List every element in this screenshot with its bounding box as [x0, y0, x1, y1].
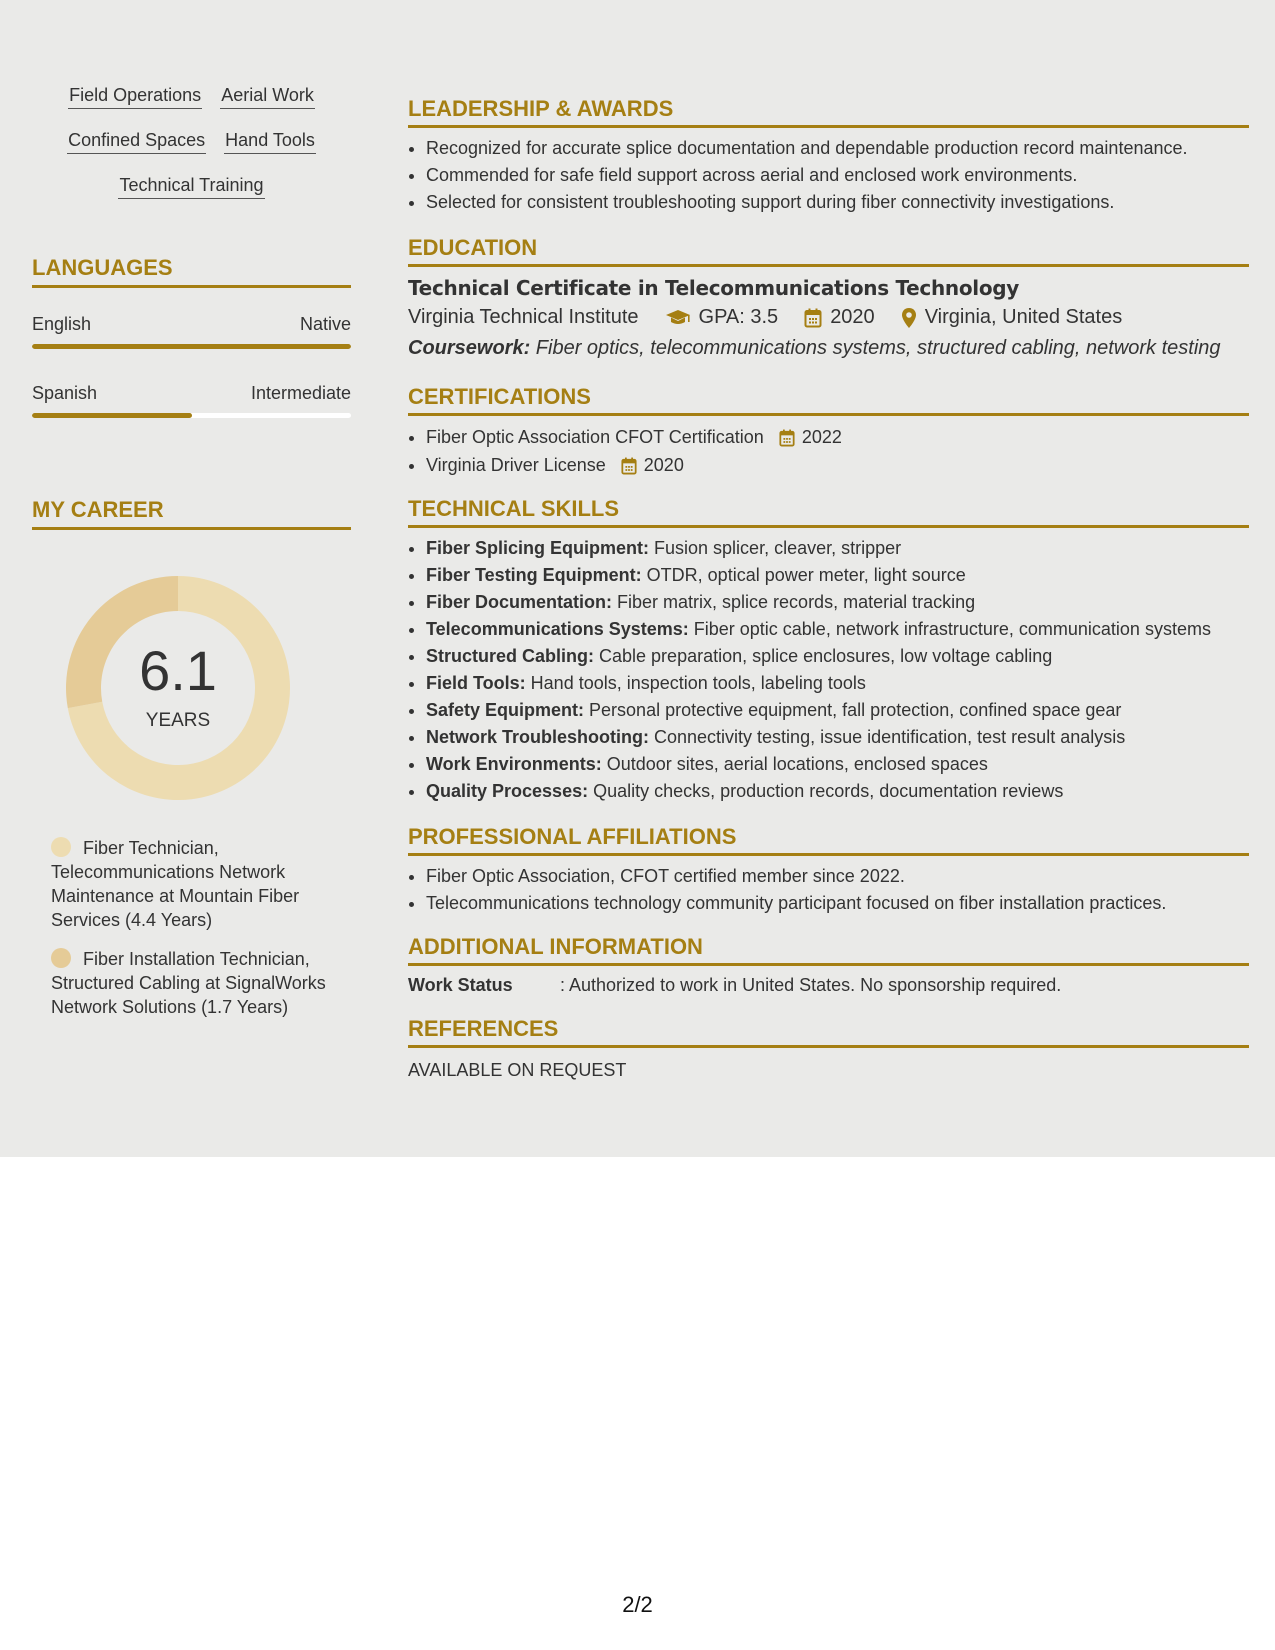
technical-skills-heading: TECHNICAL SKILLS	[408, 496, 1249, 528]
list-item	[426, 697, 1267, 724]
skill-label: Safety Equipment:	[426, 700, 585, 720]
language-bar	[32, 344, 351, 349]
skill-text: Fusion splicer, cleaver, stripper	[649, 538, 902, 558]
certification-year: 2020	[643, 455, 684, 475]
page-number: 2/2	[622, 1592, 653, 1617]
technical-skills-list	[408, 535, 1267, 805]
skill-text: Fiber optic cable, network infrastructure, communication systems	[688, 619, 1211, 639]
list-item	[426, 562, 1267, 589]
career-total-years: 6.1	[139, 639, 217, 702]
skill-tags	[32, 84, 351, 219]
certifications-list	[408, 423, 1267, 479]
career-years-label: YEARS	[145, 710, 211, 731]
career-item-text: Fiber Installation Technician, Structured Cabling at SignalWorks Network Solutions (1.7 Years)	[51, 949, 326, 1017]
skill-label: Fiber Splicing Equipment:	[426, 538, 650, 558]
calendar-icon	[621, 457, 637, 475]
skill-label: Field Tools:	[426, 673, 526, 693]
list-item	[426, 778, 1267, 805]
career-item	[51, 947, 331, 1019]
education-details	[408, 306, 1122, 329]
school-location: Virginia, United States	[924, 306, 1123, 328]
skill-text: OTDR, optical power meter, light source	[641, 565, 966, 585]
coursework-label: Coursework:	[408, 337, 531, 359]
work-status-key: Work Status	[408, 975, 513, 995]
skill-text: Quality checks, production records, documentation reviews	[588, 781, 1064, 801]
references-heading: REFERENCES	[408, 1016, 1249, 1048]
skill-tag: Confined Spaces	[67, 129, 206, 154]
skill-tag: Technical Training	[118, 174, 264, 199]
skill-text: Hand tools, inspection tools, labeling tools	[525, 673, 866, 693]
language-bar-fill	[32, 344, 351, 349]
affiliations-heading: PROFESSIONAL AFFILIATIONS	[408, 824, 1249, 856]
list-item	[426, 724, 1267, 751]
language-bar	[32, 413, 351, 418]
work-status-row	[408, 975, 1061, 996]
certifications-heading: CERTIFICATIONS	[408, 384, 1249, 416]
list-item	[426, 589, 1267, 616]
language-row	[32, 314, 351, 335]
skill-label: Work Environments:	[426, 754, 602, 774]
career-legend-dot	[51, 948, 71, 968]
skill-tag: Aerial Work	[220, 84, 315, 109]
career-heading: MY CAREER	[32, 497, 351, 530]
school-name: Virginia Technical Institute	[408, 306, 639, 328]
certification-year: 2022	[801, 427, 842, 447]
skill-label: Fiber Documentation:	[426, 592, 613, 612]
language-level: Intermediate	[250, 383, 351, 403]
location-pin-icon	[901, 307, 917, 329]
list-item: • Selected for consistent troubleshooting support during fiber connectivity investigations.	[426, 189, 1267, 216]
graduation-year: 2020	[830, 306, 875, 328]
skill-label: Network Troubleshooting:	[426, 727, 649, 747]
list-item	[426, 670, 1267, 697]
coursework	[408, 337, 1221, 360]
language-name: Spanish	[32, 383, 98, 403]
list-item	[426, 535, 1267, 562]
skill-text: Personal protective equipment, fall protection, confined space gear	[584, 700, 1122, 720]
leadership-heading: LEADERSHIP & AWARDS	[408, 96, 1249, 128]
list-item	[426, 751, 1267, 778]
career-legend-dot	[51, 837, 71, 857]
skill-text: Connectivity testing, issue identification, test result analysis	[649, 727, 1126, 747]
skill-label: Quality Processes:	[426, 781, 589, 801]
languages-heading: LANGUAGES	[32, 255, 351, 288]
skill-tag: Field Operations	[68, 84, 202, 109]
leadership-list	[408, 135, 1267, 216]
skill-text: Cable preparation, splice enclosures, low voltage cabling	[594, 646, 1053, 666]
skill-label: Fiber Testing Equipment:	[426, 565, 642, 585]
skill-text: Fiber matrix, splice records, material tracking	[612, 592, 976, 612]
skill-label: Telecommunications Systems:	[426, 619, 689, 639]
career-item-text: Fiber Technician, Telecommunications Network Maintenance at Mountain Fiber Services (4.4 Years)	[51, 838, 300, 930]
additional-info-heading: ADDITIONAL INFORMATION	[408, 934, 1249, 966]
graduation-cap-icon	[665, 308, 691, 328]
gpa: GPA: 3.5	[698, 306, 779, 328]
work-status-value: : Authorized to work in United States. No sponsorship required.	[560, 975, 1062, 995]
references-text: AVAILABLE ON REQUEST	[408, 1060, 627, 1080]
list-item: • Fiber Optic Association, CFOT certified member since 2022.	[426, 863, 1267, 890]
list-item: • Commended for safe field support across aerial and enclosed work environments.	[426, 162, 1267, 189]
list-item	[426, 451, 1267, 479]
calendar-icon	[804, 308, 822, 328]
skill-label: Structured Cabling:	[426, 646, 595, 666]
coursework-text: Fiber optics, telecommunications systems, structured cabling, network testing	[530, 337, 1221, 359]
certification-name: Virginia Driver License	[426, 455, 606, 475]
affiliations-list	[408, 863, 1267, 917]
skill-tag: Hand Tools	[224, 129, 316, 154]
language-bar-fill	[32, 413, 192, 418]
language-row	[32, 383, 351, 404]
certification-name: Fiber Optic Association CFOT Certification	[426, 427, 764, 447]
calendar-icon	[779, 429, 795, 447]
career-item	[51, 836, 331, 932]
education-heading: EDUCATION	[408, 235, 1249, 267]
degree-title: Technical Certificate in Telecommunications Technology	[408, 276, 1020, 300]
list-item: • Recognized for accurate splice documentation and dependable production record maintenance.	[426, 135, 1267, 162]
language-name: English	[32, 314, 92, 334]
list-item	[426, 643, 1267, 670]
list-item	[426, 423, 1267, 451]
list-item: • Telecommunications technology community participant focused on fiber installation practices.	[426, 890, 1267, 917]
skill-text: Outdoor sites, aerial locations, enclosed spaces	[601, 754, 988, 774]
list-item	[426, 616, 1267, 643]
language-level: Native	[299, 314, 351, 334]
